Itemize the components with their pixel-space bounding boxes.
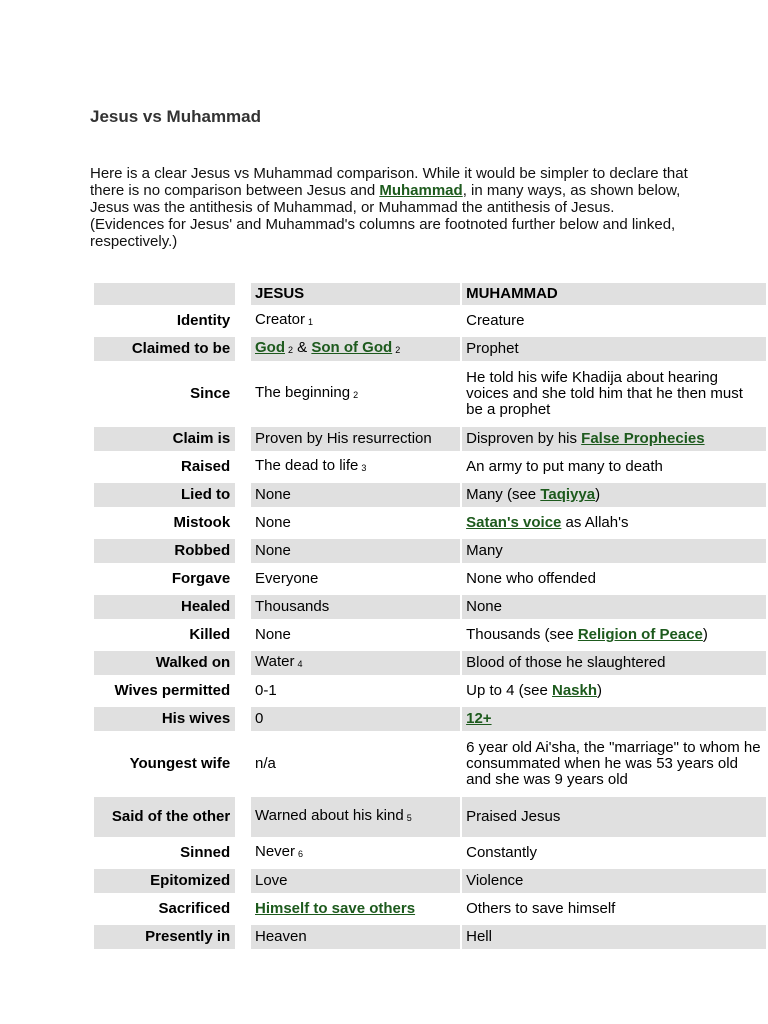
table-row [94, 595, 766, 619]
muhammad-text: Many (see [466, 486, 541, 503]
table-row [94, 707, 766, 731]
jesus-cell [251, 309, 460, 333]
page-title: Jesus vs Muhammad [90, 107, 262, 126]
jesus-text: Creator [255, 311, 306, 328]
god-link[interactable]: God [255, 339, 285, 356]
jesus-cell: Thousands [251, 595, 460, 619]
muhammad-text: as Allah's [561, 514, 629, 531]
muhammad-cell: Blood of those he slaughtered [462, 651, 766, 675]
muhammad-cell: Violence [462, 869, 766, 893]
table-row [94, 679, 766, 703]
table-row [94, 455, 766, 479]
jesus-cell: None [251, 483, 460, 507]
muhammad-cell: None [462, 595, 766, 619]
intro-text-1: Here is a clear Jesus vs Muhammad comparison. While it would be simpler to declare that there is no comparison between Jesus and [90, 165, 688, 199]
table-row [94, 511, 766, 535]
false-prophecies-link[interactable]: False Prophecies [581, 430, 705, 447]
jesus-cell: 0 [251, 707, 460, 731]
muhammad-cell: None who offended [466, 570, 596, 587]
table-row [94, 623, 766, 647]
row-label: Sinned [180, 844, 231, 861]
footnote-ref[interactable]: 5 [406, 813, 412, 823]
table-row [94, 869, 766, 893]
jesus-cell: Love [251, 869, 460, 893]
row-label: Wives permitted [114, 682, 231, 699]
header-jesus: JESUS [251, 283, 460, 305]
table-row [94, 735, 766, 793]
muhammad-cell [462, 679, 766, 703]
jesus-cell: n/a [255, 755, 276, 772]
muhammad-cell: An army to put many to death [466, 458, 663, 475]
table-row [94, 337, 766, 361]
row-label: Presently in [94, 925, 235, 949]
footnote-ref[interactable]: 6 [298, 849, 304, 859]
jesus-cell: None [255, 626, 291, 643]
table-row [94, 925, 766, 949]
footnote-ref[interactable]: 1 [308, 317, 314, 327]
jesus-text: The beginning [255, 384, 351, 401]
muhammad-cell: Praised Jesus [462, 797, 766, 837]
comparison-table [92, 279, 768, 953]
footnote-ref[interactable]: 2 [288, 345, 294, 355]
religion-of-peace-link[interactable]: Religion of Peace [577, 626, 703, 643]
table-row [94, 651, 766, 675]
muhammad-cell: Creature [466, 312, 525, 329]
jesus-cell: None [255, 514, 291, 531]
intro-paragraph [90, 165, 690, 250]
row-label: Mistook [173, 514, 231, 531]
row-label: Claimed to be [94, 337, 235, 361]
footnote-ref[interactable]: 4 [297, 659, 303, 669]
row-label: Healed [94, 595, 235, 619]
jesus-cell [251, 455, 460, 479]
row-label: Forgave [171, 570, 231, 587]
row-label: Lied to [94, 483, 235, 507]
jesus-cell: 0-1 [255, 682, 277, 699]
header-muhammad: MUHAMMAD [462, 283, 766, 305]
jesus-text: Water [255, 653, 295, 670]
jesus-text: Never [255, 843, 296, 860]
muhammad-cell [462, 511, 766, 535]
son-of-god-link[interactable]: Son of God [311, 339, 393, 356]
table-row [94, 897, 766, 921]
himself-to-save-others-link[interactable]: Himself to save others [255, 900, 416, 917]
jesus-text: The dead to life [255, 457, 359, 474]
muhammad-cell: Many [462, 539, 766, 563]
muhammad-cell: Prophet [462, 337, 766, 361]
muhammad-text: Thousands (see [466, 626, 578, 643]
jesus-text: Warned about his kind [255, 807, 404, 824]
row-label: Claim is [94, 427, 235, 451]
muhammad-text: Up to 4 (see [466, 682, 552, 699]
muhammad-cell [462, 707, 766, 731]
table-row [94, 797, 766, 837]
jesus-cell: None [251, 539, 460, 563]
taqiyya-link[interactable]: Taqiyya [540, 486, 596, 503]
table-row [94, 483, 766, 507]
jesus-cell [251, 337, 460, 361]
muhammad-cell [462, 623, 766, 647]
row-label: Epitomized [94, 869, 235, 893]
table-row [94, 841, 766, 865]
muhammad-cell: Hell [462, 925, 766, 949]
footnote-ref[interactable]: 2 [395, 345, 401, 355]
row-label: His wives [94, 707, 235, 731]
muhammad-link[interactable]: Muhammad [379, 182, 463, 199]
footnote-ref[interactable]: 2 [353, 390, 359, 400]
muhammad-cell [462, 483, 766, 507]
satans-voice-link[interactable]: Satan's voice [466, 514, 562, 531]
row-label: Walked on [94, 651, 235, 675]
muhammad-cell: He told his wife Khadija about hearing voices and she told him that he then must be a prophet [466, 369, 743, 418]
table-row [94, 427, 766, 451]
table-header-row [94, 283, 766, 305]
jesus-cell: Everyone [255, 570, 319, 587]
table-row [94, 567, 766, 591]
muhammad-cell: Others to save himself [466, 900, 616, 917]
row-label: Killed [189, 626, 231, 643]
jesus-cell [251, 797, 460, 837]
wives-count-link[interactable]: 12+ [466, 710, 492, 727]
muhammad-text: ) [702, 626, 708, 643]
muhammad-cell: 6 year old Ai'sha, the "marriage" to whom he consummated when he was 53 years old and she was 9 years old [466, 739, 761, 788]
naskh-link[interactable]: Naskh [552, 682, 598, 699]
row-label: Raised [180, 458, 231, 475]
row-label: Said of the other [94, 797, 235, 837]
intro-text-2: , in many ways, as shown below, Jesus was the antithesis of Muhammad, or Muhammad the antithesis of Jesus. (Evidences for Jesus' and Muhammad's columns are footnoted further below and linked, respectively.) [90, 182, 681, 250]
muhammad-text: Disproven by his [466, 430, 582, 447]
jesus-cell [251, 841, 460, 865]
row-label: Identity [176, 312, 231, 329]
muhammad-cell: Constantly [466, 844, 537, 861]
jesus-text: & [293, 339, 312, 356]
table-row [94, 365, 766, 423]
jesus-cell [251, 897, 460, 921]
row-label: Sacrificed [158, 900, 231, 917]
jesus-cell: Heaven [251, 925, 460, 949]
jesus-cell [251, 365, 460, 423]
table-row [94, 539, 766, 563]
muhammad-text: ) [595, 486, 601, 503]
row-label: Since [190, 385, 231, 402]
table-row [94, 309, 766, 333]
muhammad-cell [462, 427, 766, 451]
jesus-cell: Proven by His resurrection [251, 427, 460, 451]
row-label: Youngest wife [129, 755, 231, 772]
header-blank [94, 283, 235, 305]
jesus-cell [251, 651, 460, 675]
footnote-ref[interactable]: 3 [361, 463, 367, 473]
row-label: Robbed [94, 539, 235, 563]
muhammad-text: ) [597, 682, 603, 699]
